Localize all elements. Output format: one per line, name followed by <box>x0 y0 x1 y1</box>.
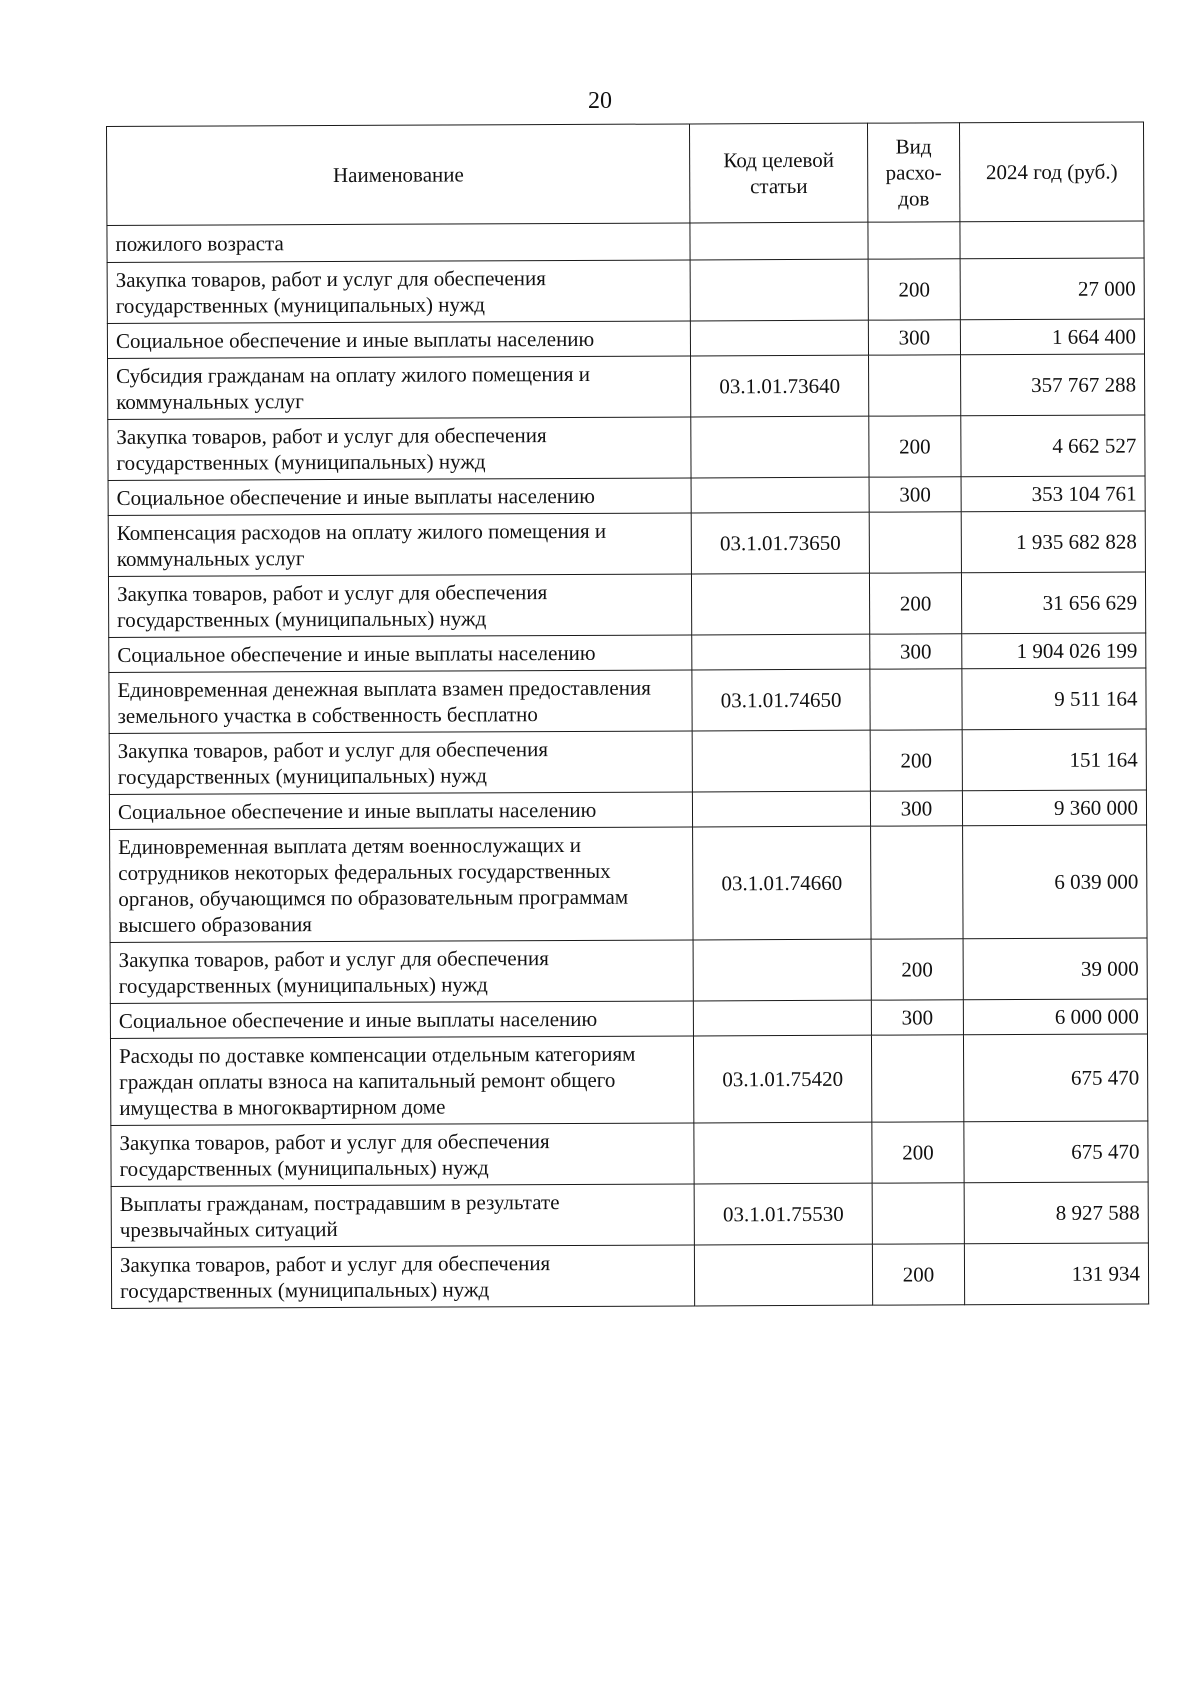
cell-code <box>692 730 870 792</box>
cell-amount: 353 104 761 <box>961 476 1145 512</box>
table-row <box>107 221 1144 263</box>
cell-name: Единовременная выплата детям военнослужащих и сотрудников некоторых федеральных государственных органов, обучающимся по образовательным программам высшего образования <box>110 827 694 943</box>
table-row <box>108 415 1145 481</box>
cell-code: 03.1.01.75420 <box>694 1035 872 1123</box>
cell-name: Расходы по доставке компенсации отдельным категориям граждан оплаты взноса на капитальный ремонт общего имущества в многоквартирном доме <box>110 1036 694 1126</box>
cell-amount: 27 000 <box>960 258 1144 320</box>
cell-code <box>694 1122 872 1184</box>
header-code: Код целевой статьи <box>690 123 868 223</box>
header-row <box>107 122 1144 226</box>
cell-kind <box>870 826 963 939</box>
table-row <box>107 258 1144 324</box>
cell-amount: 9 360 000 <box>963 790 1147 826</box>
cell-kind: 200 <box>868 259 961 320</box>
cell-amount: 4 662 527 <box>961 415 1145 477</box>
table-row <box>109 668 1146 734</box>
table-row <box>107 319 1144 359</box>
table-row <box>110 938 1147 1004</box>
cell-name: Единовременная денежная выплата взамен предоставления земельного участка в собственность бесплатно <box>109 670 693 734</box>
cell-amount <box>960 221 1144 259</box>
cell-name: Закупка товаров, работ и услуг для обеспечения государственных (муниципальных) нужд <box>110 940 694 1004</box>
page-number: 20 <box>588 88 612 114</box>
cell-name: Закупка товаров, работ и услуг для обеспечения государственных (муниципальных) нужд <box>109 731 693 795</box>
cell-name: Субсидия гражданам на оплату жилого помещения и коммунальных услуг <box>108 356 692 420</box>
header-name: Наименование <box>107 124 691 226</box>
cell-name: Социальное обеспечение и иные выплаты населению <box>109 792 692 830</box>
cell-name: Закупка товаров, работ и услуг для обеспечения государственных (муниципальных) нужд <box>111 1245 695 1309</box>
cell-code: 03.1.01.74660 <box>693 826 871 940</box>
cell-code: 03.1.01.73640 <box>691 355 869 417</box>
table-row <box>108 572 1145 638</box>
table-row <box>110 999 1147 1039</box>
cell-kind: 200 <box>872 1122 965 1183</box>
cell-code: 03.1.01.73650 <box>692 512 870 574</box>
cell-name: Закупка товаров, работ и услуг для обеспечения государственных (муниципальных) нужд <box>108 417 692 481</box>
cell-code <box>692 634 870 670</box>
cell-kind: 300 <box>871 1000 964 1035</box>
cell-name: Социальное обеспечение и иные выплаты населению <box>109 635 692 673</box>
cell-code <box>691 416 869 478</box>
header-amount: 2024 год (руб.) <box>960 122 1144 222</box>
table-row <box>108 476 1145 516</box>
table-row <box>111 1121 1148 1187</box>
table-row <box>109 633 1146 673</box>
table-row <box>111 1182 1148 1248</box>
table-row <box>108 511 1145 577</box>
cell-code <box>693 939 871 1001</box>
cell-amount: 357 767 288 <box>961 354 1145 416</box>
cell-name: Компенсация расходов на оплату жилого помещения и коммунальных услуг <box>108 513 692 577</box>
cell-kind <box>869 512 962 573</box>
cell-amount: 1 664 400 <box>961 319 1145 355</box>
cell-name: Социальное обеспечение и иные выплаты населению <box>108 478 691 516</box>
cell-code <box>695 1244 873 1306</box>
cell-kind <box>872 1183 965 1244</box>
cell-amount: 675 470 <box>964 1034 1148 1122</box>
cell-name: Выплаты гражданам, пострадавшим в результате чрезвычайных ситуаций <box>111 1184 695 1248</box>
table-row <box>109 790 1146 830</box>
header-kind: Вид расхо-дов <box>867 123 960 222</box>
cell-code: 03.1.01.74650 <box>692 669 870 731</box>
cell-kind: 300 <box>869 634 962 669</box>
cell-amount: 31 656 629 <box>962 572 1146 634</box>
cell-amount: 9 511 164 <box>962 668 1146 730</box>
cell-amount: 1 935 682 828 <box>961 511 1145 573</box>
budget-table <box>106 121 1149 1309</box>
cell-amount: 39 000 <box>963 938 1147 1000</box>
cell-amount: 6 000 000 <box>964 999 1148 1035</box>
cell-kind: 200 <box>872 1244 965 1305</box>
cell-kind <box>870 669 963 730</box>
cell-code <box>694 1000 872 1036</box>
cell-code <box>691 477 869 513</box>
cell-kind: 300 <box>868 320 961 355</box>
cell-amount: 1 904 026 199 <box>962 633 1146 669</box>
cell-code <box>690 222 868 260</box>
cell-name: Социальное обеспечение и иные выплаты населению <box>107 321 690 359</box>
cell-code <box>691 320 869 356</box>
table-row <box>110 1034 1147 1126</box>
table-header <box>107 122 1144 226</box>
cell-kind <box>871 1035 964 1122</box>
cell-name: Закупка товаров, работ и услуг для обеспечения государственных (муниципальных) нужд <box>111 1123 695 1187</box>
table-row <box>110 825 1147 943</box>
cell-code <box>692 573 870 635</box>
cell-code <box>693 791 871 827</box>
cell-kind: 200 <box>869 573 962 634</box>
cell-amount: 6 039 000 <box>963 825 1147 939</box>
cell-name: Закупка товаров, работ и услуг для обеспечения государственных (муниципальных) нужд <box>108 574 692 638</box>
cell-name: пожилого возраста <box>107 223 690 263</box>
table-row <box>108 354 1145 420</box>
table-row <box>111 1243 1148 1309</box>
cell-code: 03.1.01.75530 <box>694 1183 872 1245</box>
cell-kind: 200 <box>869 416 962 477</box>
table-row <box>109 729 1146 795</box>
cell-name: Социальное обеспечение и иные выплаты населению <box>110 1001 693 1039</box>
cell-kind: 300 <box>869 477 962 512</box>
cell-kind: 200 <box>871 939 964 1000</box>
table-body <box>107 221 1149 1309</box>
cell-amount: 8 927 588 <box>964 1182 1148 1244</box>
cell-amount: 675 470 <box>964 1121 1148 1183</box>
cell-code <box>690 259 868 321</box>
cell-name: Закупка товаров, работ и услуг для обеспечения государственных (муниципальных) нужд <box>107 260 691 324</box>
cell-amount: 131 934 <box>965 1243 1149 1305</box>
cell-kind <box>868 355 961 416</box>
cell-kind: 200 <box>870 730 963 791</box>
cell-kind: 300 <box>870 791 963 826</box>
cell-amount: 151 164 <box>962 729 1146 791</box>
cell-kind <box>868 222 961 259</box>
